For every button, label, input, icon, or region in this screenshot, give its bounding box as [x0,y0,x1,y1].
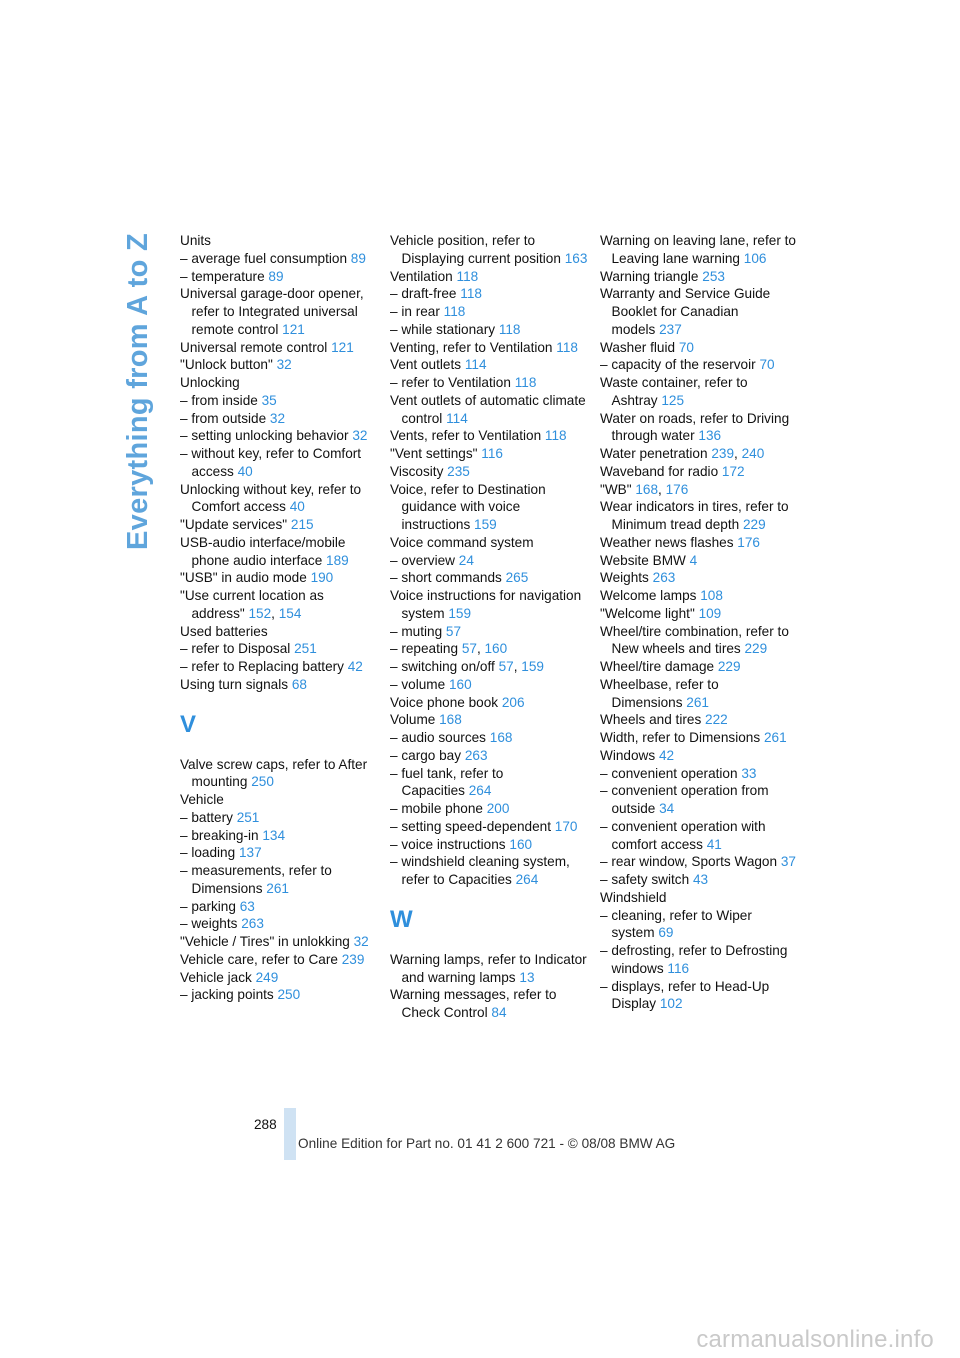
page-reference-link[interactable]: 118 [460,286,482,302]
index-entry-term: Wheel/tire damage [600,659,715,674]
index-entry-term: "USB" in audio mode [180,570,307,586]
footer-accent-bar [284,1108,296,1160]
page-reference-link[interactable]: 170 [554,818,578,834]
index-entry [390,463,590,481]
index-entry [390,694,590,712]
page-reference-link[interactable]: 121 [282,321,305,337]
index-entry-term: – weights [180,916,238,932]
index-entry-term: Warning triangle [600,268,699,284]
index-entry [600,569,800,587]
page-reference-link[interactable]: 43 [692,872,709,887]
page-reference-link[interactable]: 57 [461,641,477,657]
index-entry-term: Width, refer to Dimensions [600,730,761,745]
page-reference-link[interactable]: 84 [491,1005,507,1020]
page-reference-link[interactable]: 237 [659,321,682,337]
page-reference-link[interactable]: 118 [514,375,537,390]
index-entry [600,552,800,570]
index-entry [390,676,590,694]
index-entry-term: – capacity of the reservoir [600,357,756,373]
page-reference-link[interactable]: 32 [353,934,369,949]
index-entry-term: Wheels and tires [600,712,702,728]
index-entry-term: Water penetration [600,446,708,461]
page-reference-link[interactable]: 13 [519,969,535,985]
page-reference-link[interactable]: 251 [294,641,317,657]
index-entry [180,933,380,951]
page-reference-link[interactable]: 263 [464,747,488,763]
index-entry [390,534,590,552]
page-reference-link[interactable]: 229 [717,659,741,674]
page-reference-link[interactable]: 134 [262,827,286,843]
index-entry [390,587,590,623]
index-entry [600,658,800,676]
index-entry: "WB" 168, 176 [600,481,689,497]
index-entry [390,853,590,889]
index-entry [600,818,800,854]
page-reference-link[interactable]: 261 [266,880,289,896]
page-reference-link[interactable]: 176 [737,534,760,550]
index-entry-term: "Use current location as address" [180,588,324,621]
watermark: carmanualsonline.info [696,1326,934,1353]
page-reference-link[interactable]: 176 [665,481,689,497]
index-entry [180,640,380,658]
index-entry-term: – overview [390,552,455,568]
index-entry [600,871,800,889]
page-reference-link[interactable]: 108 [700,588,723,603]
page-reference-link[interactable]: 69 [658,925,674,941]
index-entry-term: – draft-free [390,286,457,302]
page-reference-link[interactable]: 89 [268,268,284,284]
page-reference-link[interactable]: 159 [448,605,472,621]
index-entry [180,534,380,570]
index-entry-term: Unlocking without key, refer to Comfort access [180,481,362,515]
index-entry-term: – breaking-in [180,827,259,843]
page-reference-link[interactable]: 114 [464,357,487,373]
page-reference-link[interactable]: 215 [290,517,314,532]
index-entry-term: Wheelbase, refer to Dimensions [600,676,719,710]
index-entry-term: – fuel tank, refer to Capacities [390,765,504,799]
index-entry [390,481,590,534]
index-entry [600,339,800,357]
index-entry-term: Volume [390,712,436,728]
page-reference-link[interactable]: 264 [468,783,492,799]
index-entry-term: Voice command system [390,534,534,550]
index-entry [180,862,380,898]
index-entry [390,623,590,641]
index-column-2 [390,232,590,1022]
index-entry [180,951,380,969]
page-reference-link[interactable]: 42 [347,659,363,674]
index-entry [390,356,590,374]
index-entry [180,969,380,987]
index-entry [180,481,380,517]
index-entry-term: Waveband for radio [600,463,719,479]
index-entry-term: Welcome lamps [600,588,697,603]
index-entry-term: Washer fluid [600,339,676,355]
index-entry-term: – in rear [390,304,440,319]
page-reference-link[interactable]: 118 [456,268,479,284]
index-entry-term: "Vent settings" [390,446,478,461]
index-entry [390,285,590,303]
page-reference-link[interactable]: 263 [652,570,676,586]
page-reference-link[interactable]: 261 [686,694,709,710]
index-entry [390,800,590,818]
index-entry-term: – without key, refer to Comfort access [180,446,362,479]
page-reference-link[interactable]: 114 [446,410,468,426]
page-reference-link[interactable]: 235 [447,463,470,479]
index-entry-term: Vehicle position, refer to Displaying current position [390,233,561,266]
index-entry-term: Viscosity [390,463,444,479]
index-entry [180,569,380,587]
index-entry-term: Wheel/tire combination, refer to New wheels and tires [600,623,789,657]
index-entry-term: – while stationary [390,321,496,337]
index-entry-term: "Welcome light" [600,605,695,621]
index-entry [180,915,380,933]
index-entry [390,765,590,801]
page-reference-link[interactable]: 118 [443,304,466,319]
index-entry [390,569,590,587]
page-reference-link[interactable]: 229 [744,641,768,657]
index-entry [180,791,380,809]
page-reference-link[interactable]: 240 [741,446,765,461]
index-letter-heading: W [390,905,413,933]
index-entry-term: Warranty and Service Guide Booklet for Canadian models [600,286,771,337]
index-entry-term: – windshield cleaning system, refer to Capacities [390,854,570,887]
index-entry [600,907,800,943]
index-entry-term: Vents, refer to Ventilation [390,428,542,444]
index-entry [180,250,380,268]
index-entry-term: Voice phone book [390,694,499,710]
index-entry-term: – from outside [180,410,267,426]
page-reference-link[interactable]: 70 [678,339,694,355]
index-entry [390,836,590,854]
index-entry: Water penetration 239, 240 [600,446,765,461]
index-entry-term: – short commands [390,570,502,586]
index-entry-term: Vehicle jack [180,969,252,985]
index-entry-term: – volume [390,676,446,692]
index-entry-term: – cargo bay [390,747,462,763]
index-entry [390,747,590,765]
page-number: 288 [254,1117,277,1132]
index-entry [600,374,800,410]
index-entry [600,605,800,623]
page-reference-link[interactable]: 159 [474,517,497,532]
page-reference-link[interactable]: 137 [238,845,262,861]
index-entry-term: Ventilation [390,268,453,284]
page-reference-link[interactable]: 168 [489,730,513,745]
index-entry-term: Windows [600,747,656,763]
page-reference-link[interactable]: 89 [350,250,366,266]
page-reference-link[interactable]: 125 [661,392,685,408]
index-entry [390,711,590,729]
index-entry [390,951,590,987]
index-entry-term: Valve screw caps, refer to After mounting [180,756,368,790]
index-entry-term: Vent outlets of automatic climate control [390,392,586,426]
page-reference-link[interactable]: 229 [742,517,766,532]
page-reference-link[interactable]: 189 [326,552,349,568]
page-reference-link[interactable]: 249 [255,969,279,985]
index-entry [600,729,800,747]
index-entry-term: Warning on leaving lane, refer to Leaving lane warning [600,233,796,266]
index-entry [390,729,590,747]
index-column-1 [180,232,380,1004]
page-reference-link[interactable]: 24 [458,552,474,568]
index-entry-term: Windshield [600,889,667,905]
index-entry-term: Using turn signals [180,676,289,692]
page-reference-link[interactable]: 34 [659,801,675,816]
index-entry-term: Warning messages, refer to Check Control [390,987,557,1020]
index-entry [180,898,380,916]
index-entry-term: – jacking points [180,987,274,1003]
page-reference-link[interactable]: 239 [711,446,735,461]
index-entry [600,765,800,783]
index-entry: – repeating 57, 160 [390,641,508,657]
page-reference-link[interactable]: 32 [269,410,286,426]
page-reference-link[interactable]: 40 [289,499,305,515]
index-entry-term: – convenient operation [600,765,738,781]
index-entry-term: Used batteries [180,623,268,639]
index-entry [180,374,380,392]
index-entry-term: – mobile phone [390,801,483,816]
index-column-3 [600,232,800,1013]
index-entry-term: – defrosting, refer to Defrosting windows [600,943,788,976]
page-reference-link[interactable]: 109 [698,605,722,621]
index-entry-term: – cleaning, refer to Wiper system [600,907,752,941]
index-entry [180,268,380,286]
index-entry [600,942,800,978]
page-reference-link[interactable]: 206 [501,694,525,710]
index-entry [600,623,800,659]
index-entry [600,285,800,338]
index-entry [390,303,590,321]
index-entry-term: – muting [390,623,443,639]
page-reference-link[interactable]: 250 [251,774,274,790]
page-reference-link[interactable]: 261 [763,730,787,745]
page-reference-link[interactable]: 265 [505,570,529,586]
page-reference-link[interactable]: 160 [509,836,533,852]
page-reference-link[interactable]: 102 [659,996,683,1012]
page-reference-link[interactable]: 32 [352,428,368,444]
index-entry-term: Units [180,233,211,248]
page-reference-link[interactable]: 136 [698,428,722,444]
index-entry-term: Warning lamps, refer to Indicator and warning lamps [390,951,587,985]
index-entry [180,827,380,845]
page-reference-link[interactable]: 160 [448,676,472,692]
page-reference-link[interactable]: 42 [658,747,675,763]
index-entry [390,986,590,1022]
index-entry [390,427,590,445]
index-entry [600,232,800,268]
index-entry [180,356,380,374]
index-letter-heading: V [180,710,197,738]
index-entry-term: "WB" [600,481,632,497]
index-entry-term: – temperature [180,268,265,284]
page-reference-link[interactable]: 40 [237,463,253,479]
index-entry [600,889,800,907]
index-entry [390,445,590,463]
index-entry [180,392,380,410]
index-entry [600,410,800,446]
page-reference-link[interactable]: 32 [276,357,292,373]
index-entry-term: – loading [180,845,236,861]
index-entry-term: Waste container, refer to Ashtray [600,375,748,408]
page-reference-link[interactable]: 37 [780,854,796,870]
page-reference-link[interactable]: 250 [277,987,301,1003]
index-entry: "Use current location as address" 152, 154 [180,588,324,621]
index-entry-term: Weather news flashes [600,534,734,550]
index-entry-term: – setting speed-dependent [390,818,551,834]
index-entry-term: – voice instructions [390,836,506,852]
page-reference-link[interactable]: 118 [556,339,578,355]
page-reference-link[interactable]: 57 [445,623,462,639]
index-entry [600,853,800,871]
page-reference-link[interactable]: 33 [741,765,757,781]
page-reference-link[interactable]: 264 [515,872,539,887]
index-entry [180,285,380,338]
index-entry [180,516,380,534]
index-entry-term: Website BMW [600,552,686,568]
page-reference-link[interactable]: 251 [236,809,260,825]
index-entry [390,818,590,836]
footer-edition-text: Online Edition for Part no. 01 41 2 600 721 - © 08/08 BMW AG [298,1136,676,1151]
index-entry [180,445,380,481]
page-reference-link[interactable]: 116 [667,960,690,976]
index-entry: – switching on/off 57, 159 [390,659,544,674]
index-entry [180,427,380,445]
index-entry [600,534,800,552]
index-entry [180,986,380,1004]
page-reference-link[interactable]: 263 [241,916,264,932]
index-entry-term: Venting, refer to Ventilation [390,339,553,355]
index-entry-term: – safety switch [600,872,690,887]
index-entry-term: – refer to Replacing battery [180,659,344,674]
index-entry [390,321,590,339]
index-entry-term: – switching on/off [390,659,495,674]
index-entry-term: USB-audio interface/mobile phone audio interface [180,534,346,568]
index-entry [600,747,800,765]
page-reference-link[interactable]: 106 [743,250,767,266]
index-entry [390,374,590,392]
index-entry-term: Water on roads, refer to Driving through water [600,410,790,444]
index-entry-term: Universal garage-door opener, refer to Integrated universal remote control [180,286,364,337]
index-entry [390,552,590,570]
page-reference-link[interactable]: 159 [521,659,544,674]
index-entry-term: – convenient operation with comfort access [600,818,766,852]
page-reference-link[interactable]: 163 [564,250,588,266]
page-reference-link[interactable]: 253 [702,268,725,284]
page-reference-link[interactable]: 4 [689,552,698,568]
page-reference-link[interactable]: 222 [705,712,728,728]
page-reference-link[interactable]: 152 [248,605,272,621]
index-entry-term: – parking [180,898,236,914]
page-reference-link[interactable]: 35 [261,392,277,408]
page-reference-link[interactable]: 118 [544,428,567,444]
index-entry-term: – rear window, Sports Wagon [600,854,778,870]
index-entry-term: – convenient operation from outside [600,783,769,816]
index-entry [600,498,800,534]
index-entry-term: "Vehicle / Tires" in unlokking [180,934,350,949]
page-reference-link[interactable]: 200 [486,801,510,816]
page-reference-link[interactable]: 121 [331,339,354,355]
index-entry-term: – displays, refer to Head-Up Display [600,978,770,1012]
page-reference-link[interactable]: 118 [498,321,521,337]
side-section-title: Everything from A to Z [122,232,154,550]
index-entry [390,268,590,286]
index-entry [180,756,380,792]
index-entry-term: Wear indicators in tires, refer to Minimum tread depth [600,499,789,532]
index-entry-term: Voice instructions for navigation system [390,588,582,621]
index-entry [180,844,380,862]
page-reference-link[interactable]: 68 [291,676,307,692]
index-entry [600,978,800,1014]
index-entry-term: Voice, refer to Destination guidance with voice instructions [390,481,546,532]
page-reference-link[interactable]: 57 [498,659,514,674]
index-entry-term: Vehicle [180,792,224,807]
index-entry [600,782,800,818]
index-entry [180,676,380,694]
index-entry-term: – audio sources [390,730,486,745]
index-entry [180,232,380,250]
page-reference-link[interactable]: 63 [239,898,255,914]
index-entry-term: "Unlock button" [180,357,273,373]
index-entry-term: – average fuel consumption [180,250,348,266]
index-entry [390,339,590,357]
page-reference-link[interactable]: 172 [721,463,745,479]
index-entry-term: Vehicle care, refer to Care [180,951,338,967]
index-entry-term: Vent outlets [390,357,462,373]
page-reference-link[interactable]: 190 [310,570,334,586]
index-entry [600,711,800,729]
index-entry [180,623,380,641]
index-entry [390,232,590,268]
index-entry [600,676,800,712]
page-reference-link[interactable]: 160 [484,641,508,657]
index-entry [180,339,380,357]
page-reference-link[interactable]: 116 [481,446,503,461]
index-entry [390,392,590,428]
index-entry-term: – measurements, refer to Dimensions [180,863,332,896]
page-reference-link[interactable]: 70 [759,357,775,373]
index-entry-term: "Update services" [180,517,288,532]
index-entry [600,587,800,605]
page-reference-link[interactable]: 41 [706,836,722,852]
index-entry [180,809,380,827]
page-reference-link[interactable]: 168 [635,481,659,497]
index-entry-term: – refer to Disposal [180,641,291,657]
index-entry [180,410,380,428]
index-entry-term: – refer to Ventilation [390,375,511,390]
index-entry-term: Weights [600,570,649,586]
index-entry [600,463,800,481]
page-reference-link[interactable]: 154 [278,605,302,621]
index-entry-term: Unlocking [180,375,240,390]
index-entry-term: – repeating [390,641,459,657]
page-reference-link[interactable]: 168 [439,712,462,728]
index-entry [600,268,800,286]
page-reference-link[interactable]: 239 [341,951,365,967]
index-entry-term: – from inside [180,392,258,408]
index-entry-term: Universal remote control [180,339,328,355]
index-entry-term: – battery [180,809,233,825]
index-entry [600,356,800,374]
index-entry-term: – setting unlocking behavior [180,428,349,444]
index-entry [180,658,380,676]
